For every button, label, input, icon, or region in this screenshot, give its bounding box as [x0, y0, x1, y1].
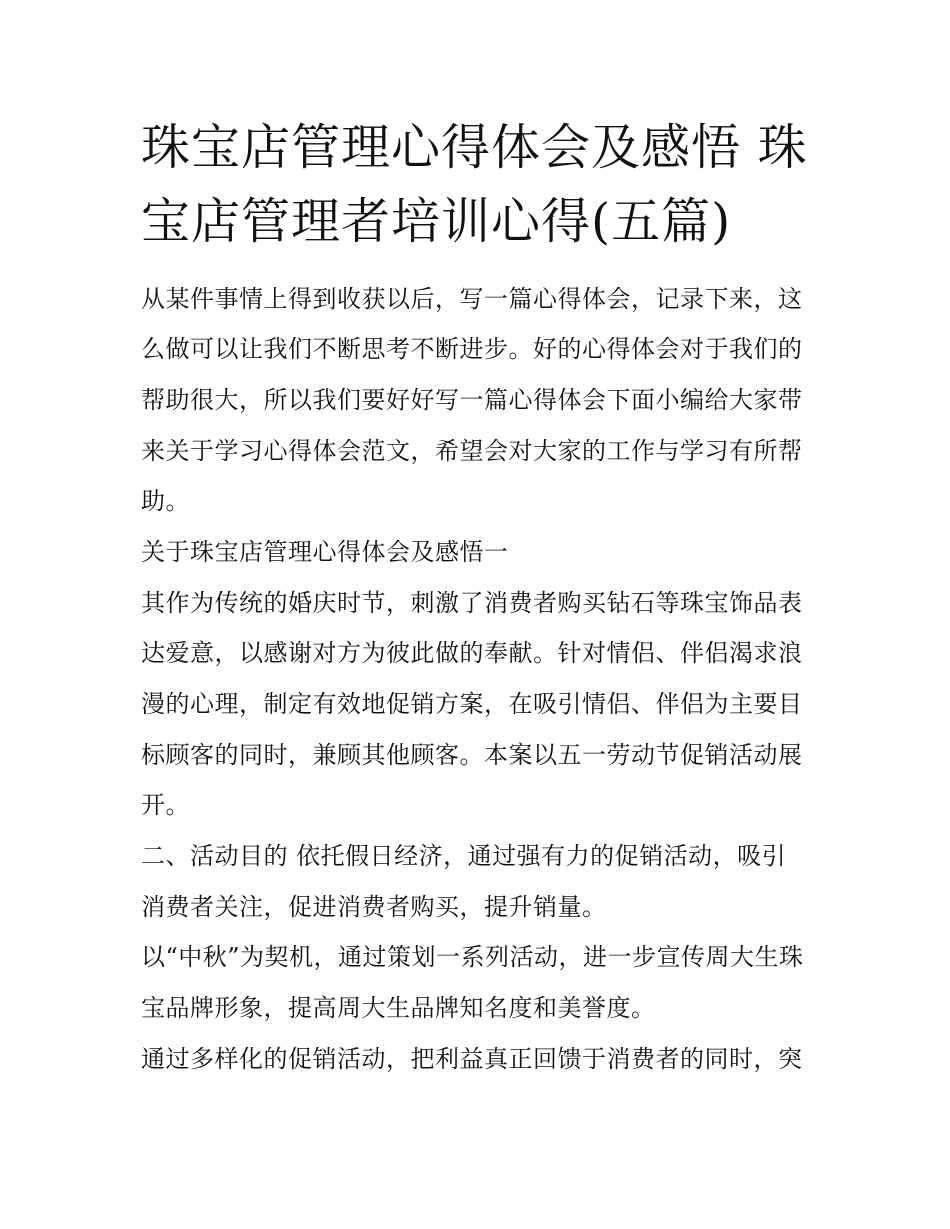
- body-line: 么做可以让我们不断思考不断进步。好的心得体会对于我们的: [141, 335, 803, 363]
- body-line: 达爱意，以感谢对方为彼此做的奉献。针对情侣、伴侣渴求浪: [141, 639, 803, 667]
- body-line: 来关于学习心得体会范文，希望会对大家的工作与学习有所帮: [141, 437, 803, 465]
- body-line: 帮助很大，所以我们要好好写一篇心得体会下面小编给大家带: [141, 386, 803, 414]
- body-line: 标顾客的同时，兼顾其他顾客。本案以五一劳动节促销活动展: [141, 741, 803, 769]
- body-line: 漫的心理，制定有效地促销方案，在吸引情侣、伴侣为主要目: [141, 690, 803, 718]
- title-line-1: 珠宝店管理心得体会及感悟 珠: [141, 119, 808, 176]
- body-line: 助。: [141, 487, 190, 515]
- body-line: 宝品牌形象，提高周大生品牌知名度和美誉度。: [141, 994, 656, 1022]
- body-line: 其作为传统的婚庆时节，刺激了消费者购买钻石等珠宝饰品表: [141, 589, 803, 617]
- body-line: 开。: [141, 791, 190, 819]
- body-line: 二、活动目的 依托假日经济，通过强有力的促销活动，吸引: [141, 842, 787, 870]
- section-heading: 关于珠宝店管理心得体会及感悟一: [141, 538, 509, 566]
- body-line: 消费者关注，促进消费者购买，提升销量。: [141, 893, 607, 921]
- body-line: 从某件事情上得到收获以后，写一篇心得体会，记录下来，这: [141, 285, 803, 313]
- body-line: 以“中秋”为契机，通过策划一系列活动，进一步宣传周大生珠: [141, 943, 804, 971]
- body-line: 通过多样化的促销活动，把利益真正回馈于消费者的同时，突: [141, 1045, 803, 1073]
- title-line-2: 宝店管理者培训心得(五篇): [141, 193, 732, 250]
